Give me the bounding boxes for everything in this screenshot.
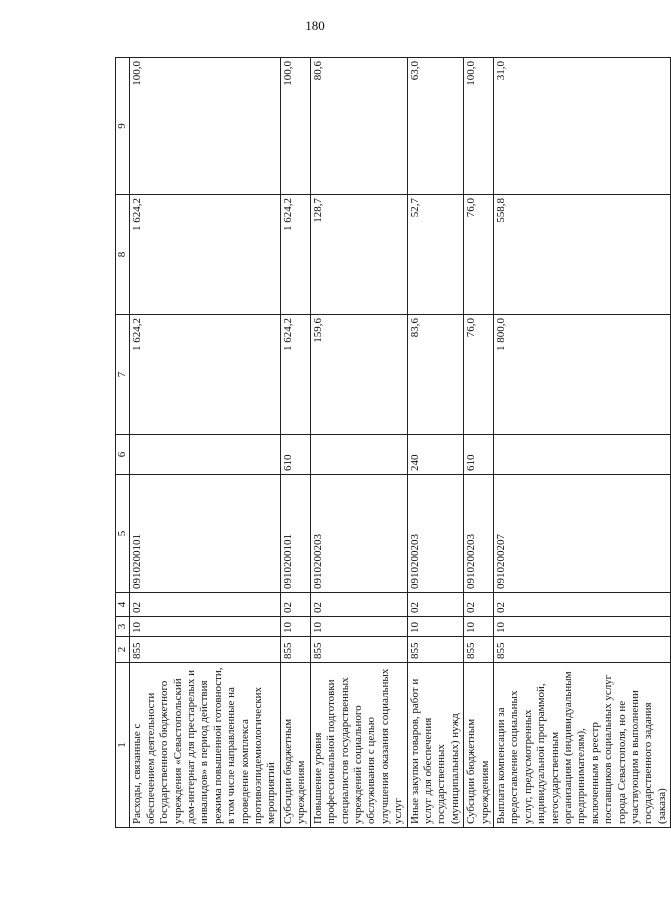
cell-name: Субсидии бюджетным учреждениям (280, 663, 310, 828)
cell-c9: 63,0 (407, 58, 464, 195)
header-row (116, 58, 130, 828)
cell-c5: 0910200207 (493, 475, 670, 593)
cell-c3: 10 (464, 617, 494, 637)
cell-c9: 100,0 (464, 58, 494, 195)
cell-c7: 83,6 (407, 315, 464, 435)
cell-c8: 76,0 (464, 195, 494, 315)
cell-c9: 31,0 (493, 58, 670, 195)
header-col-7: 7 (116, 315, 130, 435)
cell-c4: 02 (280, 593, 310, 617)
cell-c3: 10 (310, 617, 407, 637)
cell-c7: 1 624,2 (280, 315, 310, 435)
cell-name: Повышение уровня профессиональной подготовки специалистов государственных учреждений социального обслуживания с целью улучшения оказания социальных услуг (310, 663, 407, 828)
cell-c5: 0910200101 (280, 475, 310, 593)
cell-c9: 100,0 (130, 58, 280, 195)
cell-name: Иные закупки товаров, работ и услуг для обеспечения государственных (муниципальных) нужд (407, 663, 464, 828)
cell-c2: 855 (464, 637, 494, 663)
cell-c7: 1 800,0 (493, 315, 670, 435)
header-col-6: 6 (116, 435, 130, 475)
cell-c8: 52,7 (407, 195, 464, 315)
page-number: 180 (305, 18, 325, 33)
cell-c7: 1 624,2 (130, 315, 280, 435)
table-row (493, 58, 670, 828)
header-col-8: 8 (116, 195, 130, 315)
budget-table (115, 57, 671, 828)
cell-c4: 02 (130, 593, 280, 617)
cell-name: Субсидии бюджетным учреждениям (464, 663, 494, 828)
cell-c2: 855 (130, 637, 280, 663)
table-row (310, 58, 407, 828)
cell-c2: 855 (407, 637, 464, 663)
cell-c2: 855 (280, 637, 310, 663)
header-col-5: 5 (116, 475, 130, 593)
cell-c9: 100,0 (280, 58, 310, 195)
cell-c6: 240 (407, 435, 464, 475)
table-row (280, 58, 310, 828)
cell-c5: 0910200203 (464, 475, 494, 593)
cell-c3: 10 (280, 617, 310, 637)
cell-c5: 0910200101 (130, 475, 280, 593)
cell-c7: 76,0 (464, 315, 494, 435)
cell-c5: 0910200203 (310, 475, 407, 593)
cell-c4: 02 (310, 593, 407, 617)
cell-c3: 10 (407, 617, 464, 637)
cell-c8: 1 624,2 (130, 195, 280, 315)
cell-name: Выплата компенсации за предоставление социальных услуг, предусмотренных индивидуальной программой, негосударственным организациям (индивидуальным предпринимателям), включенным в реестр поставщиков социальных услуг города Севастополя, но не участвующим в выполнении государственного задания (заказа) (493, 663, 670, 828)
cell-c4: 02 (493, 593, 670, 617)
header-col-4: 4 (116, 593, 130, 617)
cell-c2: 855 (310, 637, 407, 663)
cell-c4: 02 (407, 593, 464, 617)
cell-c8: 128,7 (310, 195, 407, 315)
cell-c6: 610 (464, 435, 494, 475)
cell-c6 (130, 435, 280, 475)
cell-c6 (310, 435, 407, 475)
table-row (464, 58, 494, 828)
header-col-1: 1 (116, 663, 130, 828)
rotated-table-container (115, 58, 668, 828)
header-col-9: 9 (116, 58, 130, 195)
cell-c3: 10 (130, 617, 280, 637)
cell-c6: 610 (280, 435, 310, 475)
header-col-3: 3 (116, 617, 130, 637)
cell-c8: 558,8 (493, 195, 670, 315)
cell-c9: 80,6 (310, 58, 407, 195)
cell-c2: 855 (493, 637, 670, 663)
cell-c6 (493, 435, 670, 475)
cell-c8: 1 624,2 (280, 195, 310, 315)
cell-c5: 0910200203 (407, 475, 464, 593)
cell-c7: 159,6 (310, 315, 407, 435)
cell-c4: 02 (464, 593, 494, 617)
cell-name: Расходы, связанные с обеспечением деятельности Государственного бюджетного учреждения «Севастопольский дом-интернат для престарелых и инвалидов» в период действия режима повышенной готовности, в том числе направленные на проведение комплекса противоэпидемиологических мероприятий (130, 663, 280, 828)
table-row (130, 58, 280, 828)
table-row (407, 58, 464, 828)
header-col-2: 2 (116, 637, 130, 663)
cell-c3: 10 (493, 617, 670, 637)
